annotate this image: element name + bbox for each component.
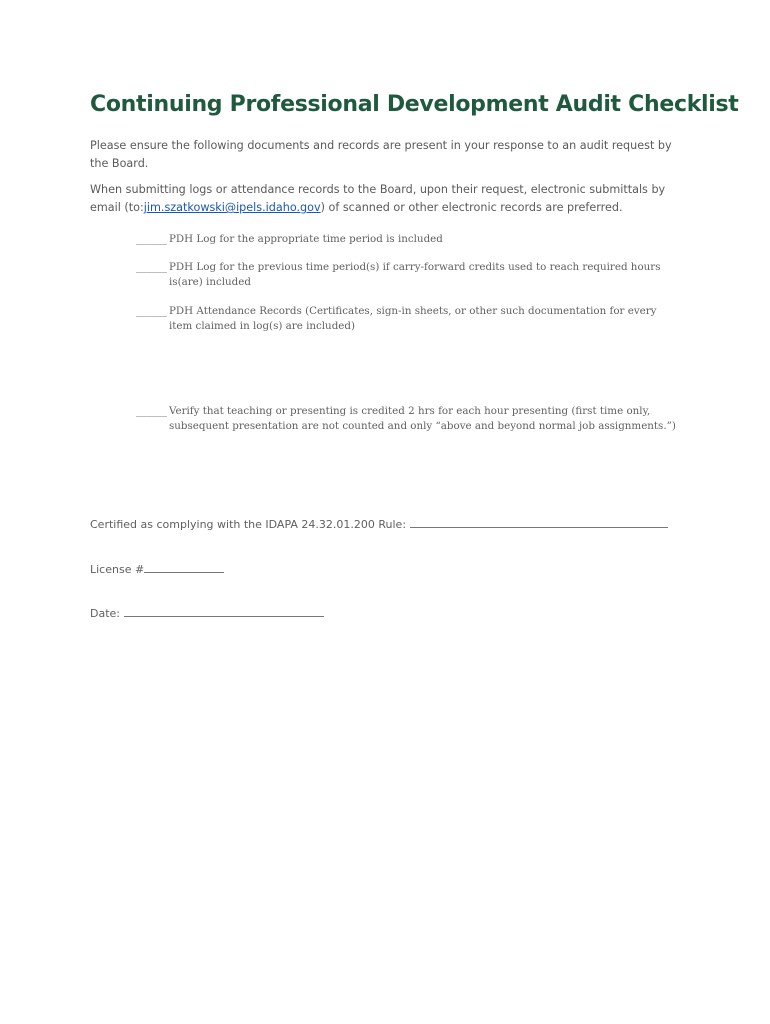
date-field[interactable] — [124, 606, 324, 617]
license-line — [90, 562, 224, 576]
submission-text-after: ) of scanned or other electronic records are preferred. — [320, 201, 623, 214]
date-line — [90, 606, 324, 620]
check-blank[interactable]: ______ — [136, 405, 167, 417]
checklist-item — [136, 260, 681, 289]
license-number-field[interactable] — [144, 562, 224, 573]
checklist-item — [136, 304, 681, 333]
check-blank[interactable]: ______ — [136, 305, 167, 317]
checklist-item — [136, 232, 681, 247]
certified-line — [90, 517, 668, 531]
checklist-item-text: PDH Log for the previous time period(s) if carry-forward credits used to reach required hours is(are) included — [169, 261, 661, 288]
intro-paragraph: Please ensure the following documents and records are present in your response to an audit request by the Board. — [90, 139, 672, 170]
certified-label: Certified as complying with the IDAPA 24.32.01.200 Rule: — [90, 518, 407, 531]
checklist-item-text: Verify that teaching or presenting is credited 2 hrs for each hour presenting (first time only, subsequent presentation are not counted and only “above and beyond normal job assignments.”) — [169, 405, 676, 432]
date-label: Date: — [90, 607, 120, 620]
checklist-item-text: PDH Attendance Records (Certificates, sign-in sheets, or other such documentation for every item claimed in log(s) are included) — [169, 305, 657, 332]
checklist-item-text: PDH Log for the appropriate time period is included — [169, 233, 443, 245]
check-blank[interactable]: ______ — [136, 261, 167, 273]
page-title: Continuing Professional Development Audit Checklist — [90, 92, 739, 117]
submission-text-before: When submitting logs or attendance records to the Board, upon their request, electronic submittals by email (to: — [90, 183, 666, 214]
email-link[interactable]: jim.szatkowski@ipels.idaho.gov — [143, 201, 321, 214]
submission-paragraph — [90, 181, 690, 217]
checklist-item — [136, 404, 681, 433]
check-blank[interactable]: ______ — [136, 233, 167, 245]
certified-signature-field[interactable] — [410, 517, 668, 528]
license-label: License # — [90, 563, 145, 576]
